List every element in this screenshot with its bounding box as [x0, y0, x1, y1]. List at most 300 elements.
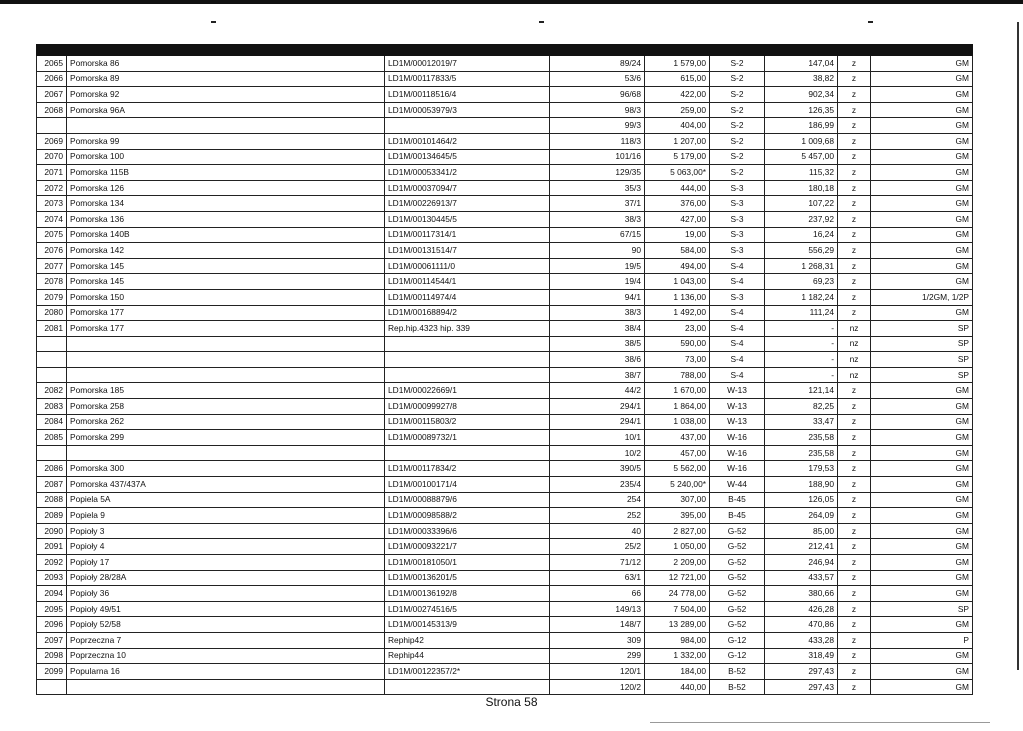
use-cell: P — [871, 632, 973, 648]
use-cell: GM — [871, 305, 973, 321]
table-row — [37, 555, 973, 571]
parcel-cell: 38/7 — [550, 367, 645, 383]
land-register-cell: LD1M/00088879/6 — [385, 492, 550, 508]
parcel-cell: 129/35 — [550, 165, 645, 181]
flag-cell: z — [838, 149, 871, 165]
area-cell: 584,00 — [645, 243, 710, 259]
flag-cell: z — [838, 118, 871, 134]
parcel-cell: 19/5 — [550, 258, 645, 274]
flag-cell: nz — [838, 336, 871, 352]
zone-cell: B-45 — [710, 492, 765, 508]
zone-cell: S-4 — [710, 258, 765, 274]
use-cell: GM — [871, 399, 973, 415]
address-cell: Pomorska 99 — [67, 133, 385, 149]
table-row — [37, 227, 973, 243]
area-cell: 24 778,00 — [645, 586, 710, 602]
area-cell: 23,00 — [645, 321, 710, 337]
table-header-band — [37, 45, 973, 56]
table-row — [37, 508, 973, 524]
row-number: 2071 — [37, 165, 67, 181]
footer-rule — [650, 722, 990, 723]
table-row — [37, 399, 973, 415]
address-cell: Pomorska 100 — [67, 149, 385, 165]
flag-cell: z — [838, 539, 871, 555]
address-cell: Popioły 28/28A — [67, 570, 385, 586]
use-cell: GM — [871, 196, 973, 212]
use-cell: GM — [871, 461, 973, 477]
value-cell: 380,66 — [765, 586, 838, 602]
area-cell: 615,00 — [645, 71, 710, 87]
value-cell: 237,92 — [765, 211, 838, 227]
table-row — [37, 133, 973, 149]
land-register-cell: LD1M/00274516/5 — [385, 601, 550, 617]
address-cell: Popioły 17 — [67, 555, 385, 571]
flag-cell: z — [838, 305, 871, 321]
address-cell: Pomorska 437/437A — [67, 477, 385, 493]
value-cell: - — [765, 336, 838, 352]
parcel-cell: 120/1 — [550, 664, 645, 680]
land-register-cell: LD1M/00053979/3 — [385, 102, 550, 118]
land-register-cell: LD1M/00098588/2 — [385, 508, 550, 524]
row-number: 2075 — [37, 227, 67, 243]
area-cell: 437,00 — [645, 430, 710, 446]
value-cell: 5 457,00 — [765, 149, 838, 165]
flag-cell: z — [838, 56, 871, 72]
land-register-cell: LD1M/00117314/1 — [385, 227, 550, 243]
value-cell: 69,23 — [765, 274, 838, 290]
address-cell: Pomorska 92 — [67, 87, 385, 103]
area-cell: 1 038,00 — [645, 414, 710, 430]
table-row — [37, 523, 973, 539]
land-register-cell: LD1M/00089732/1 — [385, 430, 550, 446]
parcel-cell: 35/3 — [550, 180, 645, 196]
table-row — [37, 648, 973, 664]
flag-cell: z — [838, 664, 871, 680]
value-cell: 111,24 — [765, 305, 838, 321]
value-cell: 33,47 — [765, 414, 838, 430]
zone-cell: W-16 — [710, 445, 765, 461]
flag-cell: z — [838, 211, 871, 227]
parcel-cell: 38/4 — [550, 321, 645, 337]
area-cell: 395,00 — [645, 508, 710, 524]
value-cell: 235,58 — [765, 445, 838, 461]
zone-cell: S-4 — [710, 305, 765, 321]
parcel-cell: 89/24 — [550, 56, 645, 72]
area-cell: 427,00 — [645, 211, 710, 227]
area-cell: 457,00 — [645, 445, 710, 461]
address-cell: Popiela 5A — [67, 492, 385, 508]
row-number: 2081 — [37, 321, 67, 337]
flag-cell: z — [838, 165, 871, 181]
value-cell: - — [765, 352, 838, 368]
table-row — [37, 289, 973, 305]
address-cell: Pomorska 262 — [67, 414, 385, 430]
land-register-cell: LD1M/00093221/7 — [385, 539, 550, 555]
address-cell: Popioły 4 — [67, 539, 385, 555]
use-cell: GM — [871, 586, 973, 602]
area-cell: 590,00 — [645, 336, 710, 352]
address-cell: Pomorska 89 — [67, 71, 385, 87]
address-cell: Pomorska 145 — [67, 258, 385, 274]
land-register-cell: LD1M/00131514/7 — [385, 243, 550, 259]
land-register-cell: LD1M/00100171/4 — [385, 477, 550, 493]
address-cell: Pomorska 258 — [67, 399, 385, 415]
table-row — [37, 414, 973, 430]
area-cell: 12 721,00 — [645, 570, 710, 586]
land-register-cell: LD1M/00022669/1 — [385, 383, 550, 399]
address-cell: Pomorska 126 — [67, 180, 385, 196]
table-body — [37, 45, 973, 695]
land-register-cell: LD1M/00122357/2* — [385, 664, 550, 680]
parcel-cell: 99/3 — [550, 118, 645, 134]
value-cell: 107,22 — [765, 196, 838, 212]
flag-cell: z — [838, 570, 871, 586]
right-scan-edge — [1017, 22, 1019, 670]
zone-cell: S-4 — [710, 352, 765, 368]
land-register-cell: LD1M/00181050/1 — [385, 555, 550, 571]
area-cell: 5 562,00 — [645, 461, 710, 477]
address-cell: Pomorska 145 — [67, 274, 385, 290]
use-cell: GM — [871, 133, 973, 149]
value-cell: 426,28 — [765, 601, 838, 617]
parcel-cell: 44/2 — [550, 383, 645, 399]
flag-cell: z — [838, 196, 871, 212]
area-cell: 788,00 — [645, 367, 710, 383]
row-number: 2069 — [37, 133, 67, 149]
land-register-cell: LD1M/00099927/8 — [385, 399, 550, 415]
address-cell: Pomorska 96A — [67, 102, 385, 118]
zone-cell: G-52 — [710, 523, 765, 539]
area-cell: 73,00 — [645, 352, 710, 368]
parcel-cell: 299 — [550, 648, 645, 664]
land-register-cell: LD1M/00012019/7 — [385, 56, 550, 72]
value-cell: 212,41 — [765, 539, 838, 555]
zone-cell: G-52 — [710, 539, 765, 555]
row-number: 2068 — [37, 102, 67, 118]
value-cell: 246,94 — [765, 555, 838, 571]
value-cell: 264,09 — [765, 508, 838, 524]
land-register-cell: Rep.hip.4323 hip. 339 — [385, 321, 550, 337]
zone-cell: S-2 — [710, 87, 765, 103]
area-cell: 1 207,00 — [645, 133, 710, 149]
land-register-cell: LD1M/00136192/8 — [385, 586, 550, 602]
area-cell: 7 504,00 — [645, 601, 710, 617]
use-cell: GM — [871, 71, 973, 87]
address-cell: Poprzeczna 10 — [67, 648, 385, 664]
use-cell: GM — [871, 102, 973, 118]
land-register-cell: LD1M/00114544/1 — [385, 274, 550, 290]
row-number: 2095 — [37, 601, 67, 617]
address-cell: Pomorska 115B — [67, 165, 385, 181]
use-cell: GM — [871, 414, 973, 430]
use-cell: GM — [871, 56, 973, 72]
land-register-cell: LD1M/00134645/5 — [385, 149, 550, 165]
area-cell: 494,00 — [645, 258, 710, 274]
use-cell: GM — [871, 555, 973, 571]
area-cell: 307,00 — [645, 492, 710, 508]
row-number: 2072 — [37, 180, 67, 196]
zone-cell: S-3 — [710, 196, 765, 212]
flag-cell: z — [838, 508, 871, 524]
zone-cell: S-3 — [710, 289, 765, 305]
flag-cell: z — [838, 227, 871, 243]
use-cell: GM — [871, 430, 973, 446]
row-number: 2089 — [37, 508, 67, 524]
table-row — [37, 445, 973, 461]
flag-cell: z — [838, 289, 871, 305]
area-cell: 5 179,00 — [645, 149, 710, 165]
land-register-cell — [385, 679, 550, 695]
zone-cell: S-3 — [710, 211, 765, 227]
address-cell: Popiela 9 — [67, 508, 385, 524]
area-cell: 19,00 — [645, 227, 710, 243]
zone-cell: B-52 — [710, 664, 765, 680]
value-cell: 38,82 — [765, 71, 838, 87]
row-number: 2077 — [37, 258, 67, 274]
row-number: 2080 — [37, 305, 67, 321]
parcel-cell: 118/3 — [550, 133, 645, 149]
zone-cell: G-52 — [710, 555, 765, 571]
address-cell: Pomorska 185 — [67, 383, 385, 399]
land-register-cell: LD1M/00115803/2 — [385, 414, 550, 430]
table-row — [37, 336, 973, 352]
value-cell: 433,28 — [765, 632, 838, 648]
zone-cell: S-3 — [710, 180, 765, 196]
use-cell: GM — [871, 617, 973, 633]
row-number: 2078 — [37, 274, 67, 290]
row-number: 2092 — [37, 555, 67, 571]
address-cell: Popioły 52/58 — [67, 617, 385, 633]
flag-cell: z — [838, 461, 871, 477]
address-cell: Poprzeczna 7 — [67, 632, 385, 648]
use-cell: GM — [871, 118, 973, 134]
address-cell: Pomorska 177 — [67, 305, 385, 321]
use-cell: 1/2GM, 1/2P — [871, 289, 973, 305]
table-row — [37, 461, 973, 477]
value-cell: 82,25 — [765, 399, 838, 415]
flag-cell: z — [838, 477, 871, 493]
row-number: 2091 — [37, 539, 67, 555]
flag-cell: z — [838, 71, 871, 87]
row-number: 2065 — [37, 56, 67, 72]
use-cell: GM — [871, 523, 973, 539]
row-number: 2090 — [37, 523, 67, 539]
area-cell: 2 827,00 — [645, 523, 710, 539]
table-row — [37, 243, 973, 259]
use-cell: GM — [871, 274, 973, 290]
parcel-cell: 309 — [550, 632, 645, 648]
zone-cell: S-2 — [710, 149, 765, 165]
table-row — [37, 321, 973, 337]
zone-cell: S-4 — [710, 274, 765, 290]
area-cell: 1 492,00 — [645, 305, 710, 321]
table-row — [37, 617, 973, 633]
value-cell: 1 268,31 — [765, 258, 838, 274]
row-number: 2066 — [37, 71, 67, 87]
use-cell: SP — [871, 352, 973, 368]
value-cell: 179,53 — [765, 461, 838, 477]
parcel-cell: 38/3 — [550, 211, 645, 227]
value-cell: 186,99 — [765, 118, 838, 134]
row-number: 2076 — [37, 243, 67, 259]
table-row — [37, 367, 973, 383]
use-cell: GM — [871, 87, 973, 103]
use-cell: GM — [871, 445, 973, 461]
parcel-cell: 10/2 — [550, 445, 645, 461]
area-cell: 5 063,00* — [645, 165, 710, 181]
use-cell: SP — [871, 367, 973, 383]
use-cell: GM — [871, 477, 973, 493]
table-row — [37, 165, 973, 181]
use-cell: GM — [871, 227, 973, 243]
zone-cell: W-16 — [710, 461, 765, 477]
row-number: 2093 — [37, 570, 67, 586]
table-row — [37, 305, 973, 321]
flag-cell: z — [838, 601, 871, 617]
land-register-cell: LD1M/00117834/2 — [385, 461, 550, 477]
parcel-cell: 294/1 — [550, 414, 645, 430]
row-number — [37, 336, 67, 352]
value-cell: 902,34 — [765, 87, 838, 103]
table-row — [37, 118, 973, 134]
row-number: 2099 — [37, 664, 67, 680]
zone-cell: G-52 — [710, 570, 765, 586]
parcel-cell: 63/1 — [550, 570, 645, 586]
area-cell: 404,00 — [645, 118, 710, 134]
value-cell: 16,24 — [765, 227, 838, 243]
use-cell: GM — [871, 648, 973, 664]
parcel-cell: 96/68 — [550, 87, 645, 103]
land-register-cell: LD1M/00130445/5 — [385, 211, 550, 227]
zone-cell: B-52 — [710, 679, 765, 695]
table-row — [37, 352, 973, 368]
use-cell: GM — [871, 664, 973, 680]
flag-cell: z — [838, 399, 871, 415]
use-cell: GM — [871, 679, 973, 695]
row-number: 2070 — [37, 149, 67, 165]
zone-cell: G-52 — [710, 617, 765, 633]
zone-cell: G-12 — [710, 632, 765, 648]
table-row — [37, 87, 973, 103]
value-cell: 1 182,24 — [765, 289, 838, 305]
zone-cell: S-3 — [710, 227, 765, 243]
parcel-cell: 40 — [550, 523, 645, 539]
zone-cell: W-13 — [710, 399, 765, 415]
use-cell: GM — [871, 165, 973, 181]
table-row — [37, 71, 973, 87]
parcel-cell: 71/12 — [550, 555, 645, 571]
area-cell: 1 332,00 — [645, 648, 710, 664]
flag-cell: nz — [838, 367, 871, 383]
flag-cell: z — [838, 133, 871, 149]
flag-cell: z — [838, 243, 871, 259]
flag-cell: nz — [838, 321, 871, 337]
land-register-cell: LD1M/00101464/2 — [385, 133, 550, 149]
address-cell: Pomorska 140B — [67, 227, 385, 243]
use-cell: GM — [871, 258, 973, 274]
address-cell: Pomorska 300 — [67, 461, 385, 477]
top-scan-border — [0, 0, 1023, 4]
parcel-cell: 38/6 — [550, 352, 645, 368]
address-cell — [67, 336, 385, 352]
area-cell: 184,00 — [645, 664, 710, 680]
table-row — [37, 180, 973, 196]
row-number — [37, 445, 67, 461]
row-number: 2098 — [37, 648, 67, 664]
row-number: 2067 — [37, 87, 67, 103]
address-cell — [67, 352, 385, 368]
table-row — [37, 601, 973, 617]
table-row — [37, 383, 973, 399]
area-cell: 1 043,00 — [645, 274, 710, 290]
address-cell — [67, 445, 385, 461]
parcel-cell: 148/7 — [550, 617, 645, 633]
parcel-cell: 10/1 — [550, 430, 645, 446]
address-cell — [67, 367, 385, 383]
row-number: 2097 — [37, 632, 67, 648]
area-cell: 1 050,00 — [645, 539, 710, 555]
address-cell — [67, 118, 385, 134]
land-register-cell: LD1M/00168894/2 — [385, 305, 550, 321]
parcel-cell: 53/6 — [550, 71, 645, 87]
address-cell: Pomorska 136 — [67, 211, 385, 227]
page-footer: Strona 58 — [485, 695, 538, 709]
flag-cell: z — [838, 679, 871, 695]
zone-cell: W-13 — [710, 383, 765, 399]
zone-cell: S-4 — [710, 367, 765, 383]
area-cell: 2 209,00 — [645, 555, 710, 571]
parcel-cell: 98/3 — [550, 102, 645, 118]
row-number — [37, 367, 67, 383]
parcel-cell: 254 — [550, 492, 645, 508]
address-cell: Popioły 36 — [67, 586, 385, 602]
parcel-cell: 67/15 — [550, 227, 645, 243]
use-cell: GM — [871, 383, 973, 399]
land-register-cell — [385, 118, 550, 134]
parcel-cell: 25/2 — [550, 539, 645, 555]
use-cell: GM — [871, 492, 973, 508]
land-register-cell: LD1M/00136201/5 — [385, 570, 550, 586]
use-cell: GM — [871, 149, 973, 165]
parcel-cell: 252 — [550, 508, 645, 524]
area-cell: 440,00 — [645, 679, 710, 695]
use-cell: GM — [871, 243, 973, 259]
flag-cell: z — [838, 648, 871, 664]
row-number: 2096 — [37, 617, 67, 633]
table-row — [37, 586, 973, 602]
value-cell: 121,14 — [765, 383, 838, 399]
zone-cell: G-12 — [710, 648, 765, 664]
value-cell: 297,43 — [765, 664, 838, 680]
parcel-cell: 120/2 — [550, 679, 645, 695]
value-cell: 85,00 — [765, 523, 838, 539]
parcel-cell: 235/4 — [550, 477, 645, 493]
area-cell: 422,00 — [645, 87, 710, 103]
property-register-table — [36, 44, 973, 695]
zone-cell: S-4 — [710, 321, 765, 337]
scan-mark — [868, 21, 873, 23]
row-number: 2074 — [37, 211, 67, 227]
use-cell: GM — [871, 211, 973, 227]
row-number: 2084 — [37, 414, 67, 430]
row-number: 2082 — [37, 383, 67, 399]
zone-cell: S-2 — [710, 71, 765, 87]
flag-cell: z — [838, 586, 871, 602]
flag-cell: z — [838, 555, 871, 571]
table-row — [37, 492, 973, 508]
area-cell: 376,00 — [645, 196, 710, 212]
address-cell: Pomorska 177 — [67, 321, 385, 337]
